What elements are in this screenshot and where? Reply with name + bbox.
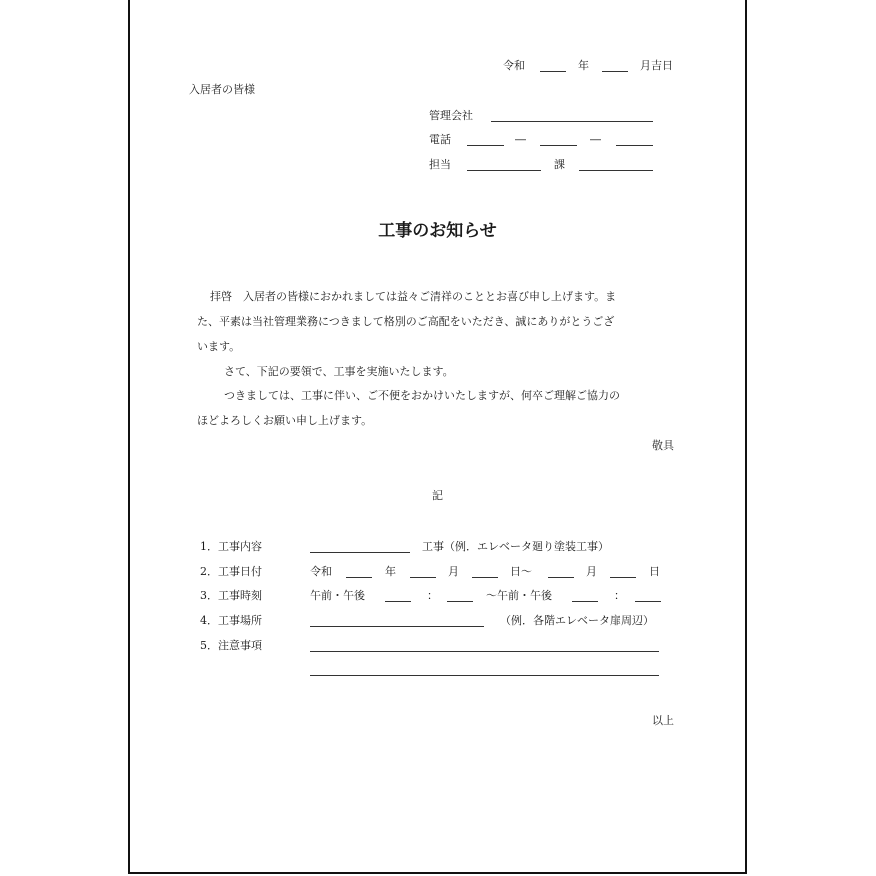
person-blank[interactable] — [579, 170, 653, 171]
time-minute-field-1[interactable] — [447, 601, 473, 602]
body-line-2: た、平素は当社管理業務につきまして格別のご高配をいただき、誠にありがとうござ — [197, 315, 615, 328]
section-blank[interactable] — [467, 170, 541, 171]
item-content-suffix: 工事（例．エレベータ廻り塗装工事） — [422, 540, 609, 553]
item-time-label: 3．工事時刻 — [200, 589, 262, 602]
item-date-day-from: 日～ — [510, 565, 532, 578]
time-hour-field-2[interactable] — [572, 601, 598, 602]
date-year-label: 年 — [578, 59, 589, 72]
page-title: 工事のお知らせ — [378, 221, 497, 241]
phone-blank-2[interactable] — [540, 145, 577, 146]
time-hour-field-1[interactable] — [385, 601, 411, 602]
phone-blank-3[interactable] — [616, 145, 653, 146]
date-month-day-label: 月吉日 — [640, 59, 673, 72]
recipient: 入居者の皆様 — [189, 83, 255, 96]
body-line-6: ほどよろしくお願い申し上げます。 — [197, 414, 373, 427]
item-date-month: 月 — [448, 565, 459, 578]
item-date-month2: 月 — [586, 565, 597, 578]
item-notes-label: 5．注意事項 — [200, 639, 262, 652]
document-page — [128, 0, 747, 874]
person-label: 担当 — [429, 158, 451, 171]
section-label: 課 — [554, 158, 565, 171]
body-line-5: つきましては、工事に伴い、ご不便をおかけいたしますが、何卒ご理解ご協力の — [224, 389, 620, 402]
company-label: 管理会社 — [429, 109, 473, 122]
closing-keigu: 敬具 — [652, 439, 674, 452]
item-time-colon-2: ： — [614, 589, 625, 602]
date-year-field[interactable] — [346, 577, 372, 578]
content-blank[interactable] — [310, 552, 410, 553]
body-line-4: さて、下記の要領で、工事を実施いたします。 — [224, 365, 454, 378]
item-time-colon-1: ： — [427, 589, 438, 602]
item-date-day2: 日 — [649, 565, 660, 578]
date-month-field[interactable] — [410, 577, 436, 578]
phone-label: 電話 — [429, 133, 451, 146]
date-day2-field[interactable] — [610, 577, 636, 578]
item-date-era: 令和 — [310, 565, 332, 578]
notes-blank-2[interactable] — [310, 675, 659, 676]
phone-dash-1: ― — [515, 133, 526, 146]
date-era: 令和 — [503, 59, 525, 72]
item-time-ampm-2: ～午前・午後 — [486, 589, 552, 602]
date-month2-field[interactable] — [548, 577, 574, 578]
body-line-1: 拝啓 入居者の皆様におかれましては益々ご清祥のこととお喜び申し上げます。ま — [210, 290, 617, 303]
item-place-label: 4．工事場所 — [200, 614, 262, 627]
closing-ijou: 以上 — [652, 714, 674, 727]
item-date-year: 年 — [385, 565, 396, 578]
notes-blank-1[interactable] — [310, 651, 659, 652]
place-blank[interactable] — [310, 626, 484, 627]
phone-blank-1[interactable] — [467, 145, 504, 146]
item-place-example: （例．各階エレベータ扉周辺） — [500, 614, 654, 627]
item-date-label: 2．工事日付 — [200, 565, 262, 578]
phone-dash-2: ― — [590, 133, 601, 146]
company-blank[interactable] — [491, 121, 653, 122]
item-time-ampm-1: 午前・午後 — [310, 589, 365, 602]
body-line-3: います。 — [197, 340, 241, 353]
ki-heading: 記 — [432, 489, 443, 502]
date-year-blank[interactable] — [540, 71, 566, 72]
date-month-blank[interactable] — [602, 71, 628, 72]
item-content-label: 1．工事内容 — [200, 540, 262, 553]
date-day-field[interactable] — [472, 577, 498, 578]
time-minute-field-2[interactable] — [635, 601, 661, 602]
